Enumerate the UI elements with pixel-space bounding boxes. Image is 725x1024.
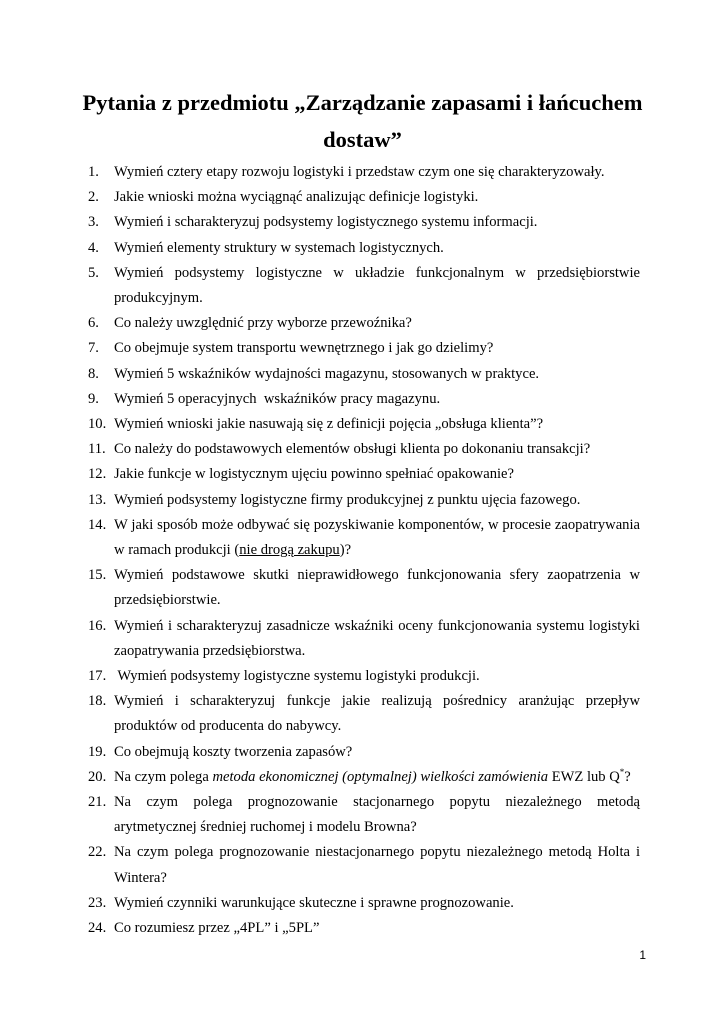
underlined-phrase: nie drogą zakupu [239,542,340,559]
question-item [0,236,725,261]
question-item [0,362,725,387]
question-number: 4. [88,239,99,256]
question-text: Wymień i scharakteryzuj zasadnicze wskaźniki oceny funkcjonowania systemu logistyki zaopatrywania przedsiębiorstwa. [114,617,640,659]
question-text-part: Na czym polega [114,768,213,785]
question-text: Wymień i scharakteryzuj funkcje jakie realizują pośrednicy aranżując przepływ produktów od producenta do nabywcy. [114,693,640,735]
question-number: 15. [88,567,107,584]
question-number: 18. [88,693,107,710]
question-number: 2. [88,189,99,206]
question-text: Wymień elementy struktury w systemach logistycznych. [114,239,444,256]
question-item [0,160,725,185]
question-number: 1. [88,164,99,180]
question-item [0,462,725,487]
question-number: 14. [88,516,107,533]
question-number: 22. [88,844,107,861]
question-text: Jakie funkcje w logistycznym ujęciu powinno spełniać opakowanie? [114,466,514,483]
question-number: 12. [88,466,107,483]
question-number: 10. [88,416,107,433]
question-text: Co obejmuje system transportu wewnętrznego i jak go dzielimy? [114,340,494,357]
question-text: Wymień podsystemy logistyczne systemu logistyki produkcji. [114,668,480,685]
question-item [0,387,725,412]
question-text: Na czym polega prognozowanie stacjonarnego popytu niezależnego metodą arytmetycznej średniej ruchomej i modelu Browna? [114,794,640,836]
question-text: Jakie wnioski można wyciągnąć analizując definicje logistyki. [114,189,479,206]
question-text [114,513,640,563]
question-item [0,689,725,739]
question-text: Wymień wnioski jakie nasuwają się z definicji pojęcia „obsługa klienta”? [114,416,544,433]
question-item [0,185,725,210]
question-item [0,513,725,563]
question-text: Na czym polega prognozowanie niestacjonarnego popytu niezależnego metodą Holta i Wintera? [114,844,640,886]
question-text: Wymień 5 operacyjnych wskaźników pracy magazynu. [114,390,441,407]
question-text-part: W jaki sposób może odbywać się pozyskiwanie komponentów, w procesie zaopatrywania w ramach produkcji ( [114,516,640,559]
question-text: Co rozumiesz przez „4PL” i „5PL” [114,920,320,937]
superscript-asterisk: * [619,767,625,778]
question-item [0,412,725,437]
question-text-part: ? [624,768,631,785]
question-number: 21. [88,794,107,811]
question-text: Co obejmują koszty tworzenia zapasów? [114,743,353,760]
question-number: 24. [88,920,107,937]
question-number: 13. [88,491,107,508]
question-item [0,840,725,890]
question-number: 3. [88,214,99,231]
question-item [0,311,725,336]
question-text: Wymień podsystemy logistyczne firmy produkcyjnej z punktu ujęcia fazowego. [114,491,581,508]
question-item [0,614,725,664]
question-number: 5. [88,264,99,281]
question-text: Wymień czynniki warunkujące skuteczne i sprawne prognozowanie. [114,894,514,911]
question-text: Wymień podsystemy logistyczne w układzie funkcjonalnym w przedsiębiorstwie produkcyjnym. [114,264,640,307]
question-item [0,664,725,689]
question-number: 20. [88,768,107,785]
question-item [0,765,725,790]
question-number: 11. [88,441,106,458]
question-number: 19. [88,743,107,760]
question-text: Wymień cztery etapy rozwoju logistyki i przedstaw czym one się charakteryzowały. [114,164,605,180]
question-item [0,790,725,840]
question-item [0,336,725,361]
question-text-part: EWZ lub Q [548,768,620,785]
question-list [0,160,725,941]
question-number: 17. [88,668,107,685]
question-text-part: )? [339,542,352,559]
page-number: 1 [639,948,646,962]
question-number: 7. [88,340,99,357]
question-number: 9. [88,390,99,407]
document-title: Pytania z przedmiotu „Zarządzanie zapasami i łańcuchem dostaw” [82,90,643,152]
question-number: 23. [88,894,107,911]
italic-phrase: metoda ekonomicznej (optymalnej) wielkości zamówienia [212,768,549,785]
question-number: 8. [88,365,99,382]
question-item [0,891,725,916]
question-number: 6. [88,315,99,332]
question-item [0,740,725,765]
question-text: Wymień 5 wskaźników wydajności magazynu, stosowanych w praktyce. [114,365,540,382]
question-item [0,563,725,613]
question-item [0,488,725,513]
question-number: 16. [88,617,107,634]
question-text: Wymień podstawowe skutki nieprawidłowego funkcjonowania sfery zaopatrzenia w przedsiębiorstwie. [114,567,640,609]
question-item [0,437,725,462]
question-text: Co należy uwzględnić przy wyborze przewoźnika? [114,315,412,332]
question-item [0,261,725,311]
question-item [0,210,725,235]
question-text: Co należy do podstawowych elementów obsługi klienta po dokonaniu transakcji? [114,441,591,458]
question-text: Wymień i scharakteryzuj podsystemy logistycznego systemu informacji. [114,214,538,231]
question-text [114,765,640,790]
question-item [0,916,725,941]
